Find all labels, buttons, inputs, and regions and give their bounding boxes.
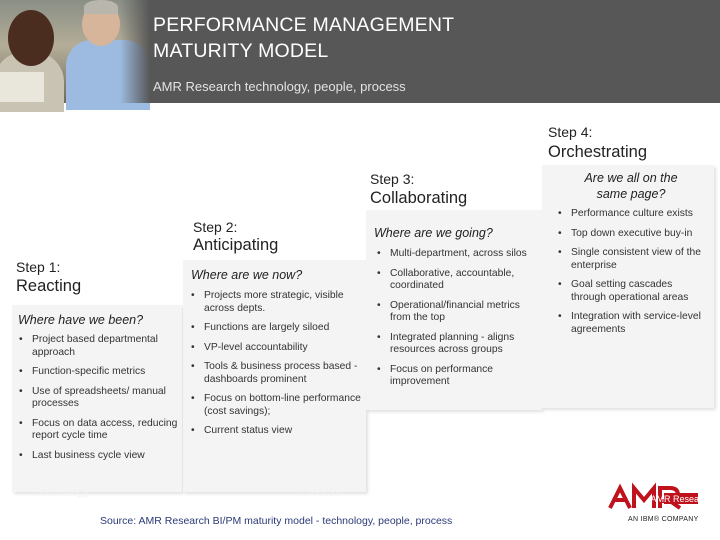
list-item: • Focus on bottom-line performance (cost savings);	[191, 393, 361, 417]
list-item: • Function-specific metrics	[19, 366, 146, 377]
step-4-name: Orchestrating	[548, 143, 648, 161]
amr-research-logo	[604, 484, 712, 528]
step-1-question: Where have we been?	[18, 313, 144, 327]
header-photo	[0, 0, 150, 103]
list-item: • Goal setting cascades through operational areas	[558, 279, 689, 303]
step-2-name: Anticipating	[193, 236, 279, 254]
step-1-bullets	[17, 334, 179, 469]
list-item: • Performance culture exists	[558, 208, 693, 219]
list-item: • VP-level accountability	[191, 341, 308, 353]
list-item: • Integration with service-level agreements	[558, 311, 701, 335]
list-item: • Top down executive buy-in	[558, 227, 693, 239]
step-3-name: Collaborating	[370, 189, 468, 207]
step-4-question-line-1: Are we all on the	[584, 171, 678, 185]
header-band	[0, 0, 720, 103]
list-item: • Use of spreadsheets/ manual processes	[19, 385, 166, 409]
list-item: • Tools & business process based - dashboards prominent	[191, 361, 358, 385]
list-item: • Single consistent view of the enterprise	[558, 247, 701, 271]
list-item: • Integrated planning - aligns resources across groups	[377, 331, 515, 355]
step-2-bullets	[189, 290, 369, 445]
list-item: • Multi-department, across silos	[377, 248, 527, 259]
list-item: • Functions are largely siloed	[191, 322, 330, 333]
source-note: Source: AMR Research BI/PM maturity model - technology, people, process	[100, 515, 453, 527]
list-item: • Operational/financial metrics from the top	[377, 299, 520, 323]
step-4-question	[548, 170, 714, 202]
amr-logo-mark-icon	[606, 484, 712, 512]
svg-text:AMR Research: AMR Research	[650, 494, 712, 504]
step-3-bullets	[375, 248, 540, 396]
list-item: • Projects more strategic, visible across depts.	[191, 290, 344, 314]
title-line-1: PERFORMANCE MANAGEMENT	[153, 14, 455, 36]
page-subtitle: AMR Research technology, people, process	[153, 79, 406, 94]
list-item: • Last business cycle view	[19, 449, 145, 461]
list-item: • Focus on data access, reducing report cycle time	[19, 417, 178, 441]
title-line-2: MATURITY MODEL	[153, 40, 329, 62]
list-item: • Current status view	[191, 425, 293, 436]
step-4-question-line-2: same page?	[596, 187, 666, 201]
step-4-bullets	[556, 208, 706, 343]
step-4-label: Step 4:	[548, 124, 593, 140]
page-title	[153, 12, 693, 64]
background-label-process: Process	[300, 486, 340, 498]
step-2-label: Step 2:	[193, 219, 238, 235]
list-item: • Focus on performance improvement	[377, 363, 494, 387]
logo-tagline: AN IBM® COMPANY	[628, 516, 699, 523]
step-2-question: Where are we now?	[191, 268, 303, 282]
list-item: • Collaborative, accountable, coordinated	[377, 267, 515, 291]
background-label-technology: Technology	[34, 486, 90, 498]
step-1-label: Step 1:	[16, 259, 61, 275]
step-3-label: Step 3:	[370, 171, 415, 187]
step-1-name: Reacting	[16, 277, 82, 295]
list-item: • Project based departmental approach	[19, 334, 158, 358]
step-3-question: Where are we going?	[374, 226, 493, 240]
